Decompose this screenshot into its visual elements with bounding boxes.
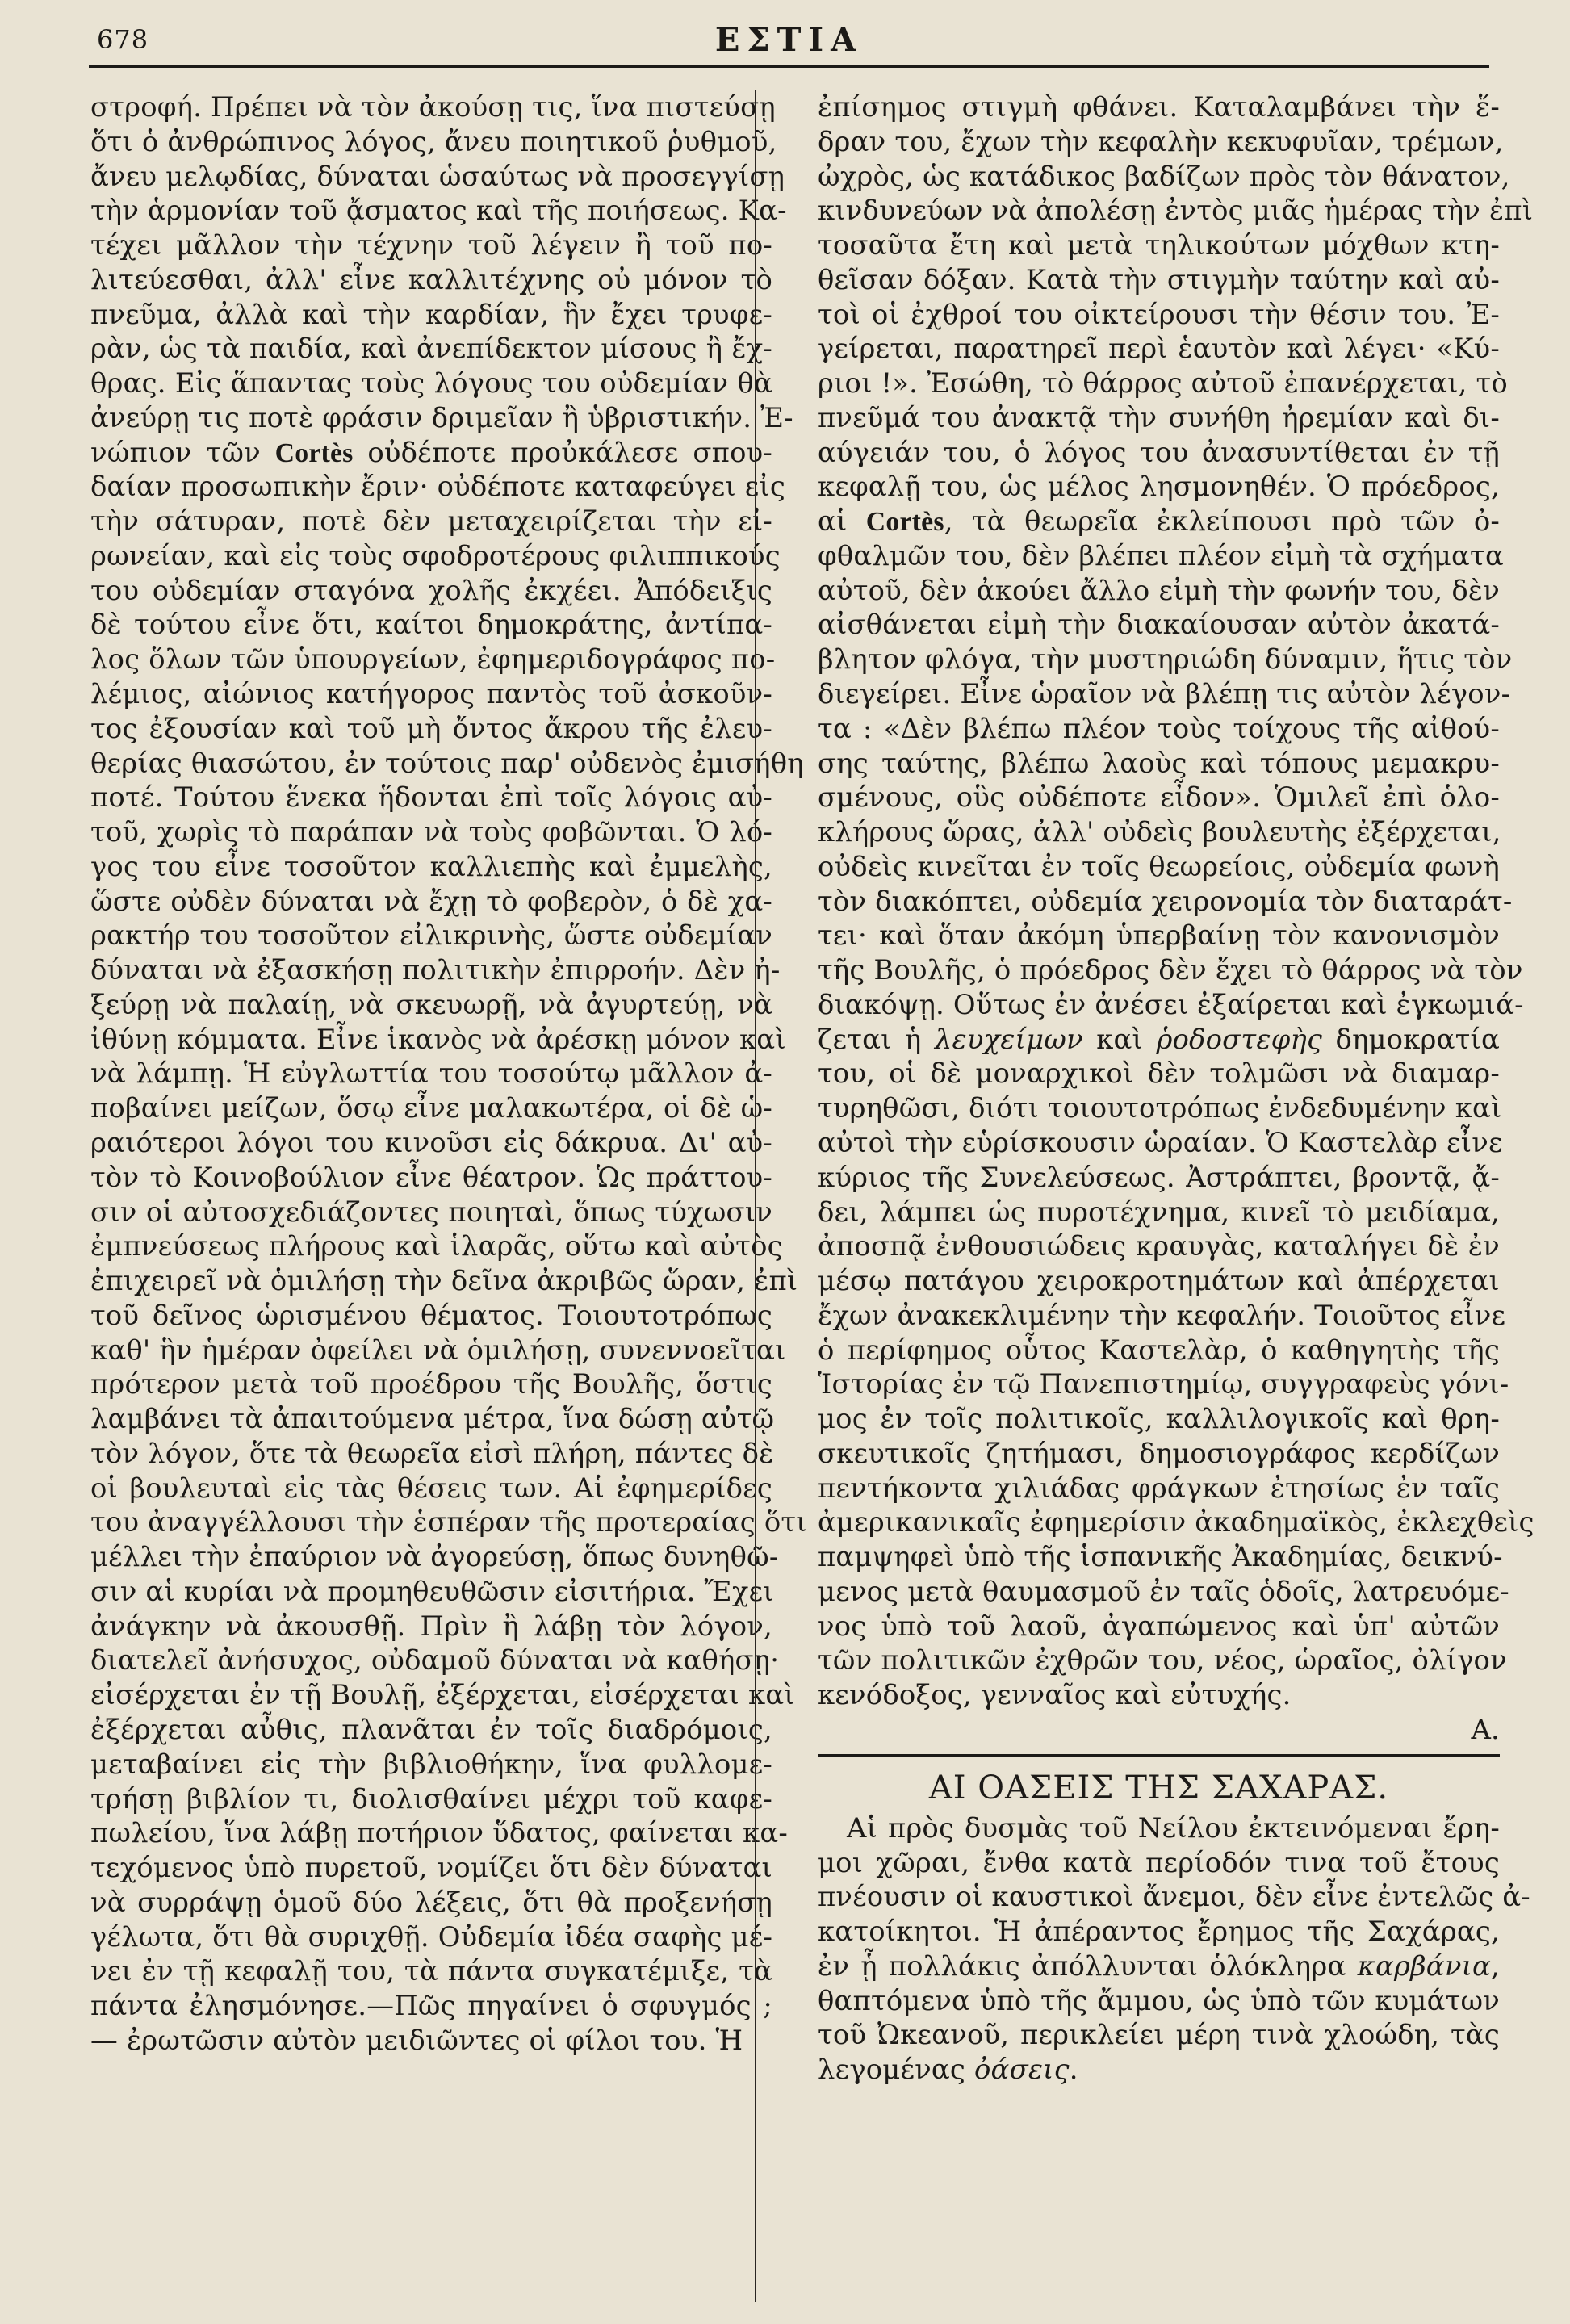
text-line: τὴν σάτυραν, ποτὲ δὲν μεταχειρίζεται τὴν εἰ- — [90, 505, 772, 538]
text-line: τὸν τὸ Κοινοβούλιον εἶνε θέατρον. Ὡς πράττου- — [90, 1161, 772, 1193]
text-line: μοι χῶραι, ἔνθα κατὰ περίοδόν τινα τοῦ ἔτους — [818, 1846, 1500, 1878]
text-line: ξεύρῃ νὰ παλαίῃ, νὰ σκευωρῇ, νὰ ἀγυρτεύῃ, νὰ — [90, 988, 772, 1020]
text-line: τρήσῃ βιβλίον τι, διολισθαίνει μέχρι τοῦ καφε- — [90, 1782, 772, 1815]
text-line: Ἱστορίας ἐν τῷ Πανεπιστημίῳ, συγγραφεὺς γόνι- — [818, 1368, 1509, 1401]
text-line: διεγείρει. Εἶνε ὡραῖον νὰ βλέπῃ τις αὐτὸν λέγον- — [818, 678, 1511, 710]
right-column — [818, 90, 1534, 2087]
text-line: δραν του, ἔχων τὴν κεφαλὴν κεκυφυῖαν, τρέμων, — [818, 125, 1504, 157]
text-line: ἔχων ἀνακεκλιμένην τὴν κεφαλήν. Τοιοῦτος εἶνε — [818, 1299, 1506, 1331]
text-line: τοῦ, χωρὶς τὸ παράπαν νὰ τοὺς φοβῶνται. Ὁ λό- — [90, 816, 772, 848]
text-line: ἐν ᾗ πολλάκις ἀπόλλυνται ὁλόκληρα καρβάνια, — [818, 1949, 1500, 1982]
text-line: ἐπίσημος στιγμὴ φθάνει. Καταλαμβάνει τὴν ἕ- — [818, 91, 1500, 123]
text-line: μος ἐν τοῖς πολιτικοῖς, καλλιλογικοῖς καὶ θρη- — [818, 1403, 1500, 1435]
text-line: λιτεύεσθαι, ἀλλ' εἶνε καλλιτέχνης οὐ μόνον τὸ — [90, 263, 772, 295]
text-line: τυρηθῶσι, διότι τοιουτοτρόπως ἐνδεδυμένην καὶ — [818, 1092, 1502, 1124]
text-line: διατελεῖ ἀνήσυχος, οὐδαμοῦ δύναται νὰ καθήσῃ· — [90, 1644, 780, 1677]
text-line: καθ' ἣν ἡμέραν ὀφείλει νὰ ὁμιλήσῃ, συνεννοεῖται — [90, 1334, 786, 1366]
text-line: κατοίκητοι. Ἡ ἀπέραντος ἔρημος τῆς Σαχάρας, — [818, 1916, 1500, 1948]
text-line: μεταβαίνει εἰς τὴν βιβλιοθήκην, ἵνα φυλλομε- — [90, 1748, 772, 1780]
column-divider — [755, 90, 756, 2302]
text-line: ρωνείαν, καὶ εἰς τοὺς σφοδροτέρους φιλιππικούς — [90, 539, 781, 572]
text-line: αἱ Cortès, τὰ θεωρεῖα ἐκλείπουσι πρὸ τῶν ὀ- — [818, 505, 1500, 538]
text-line: του οὐδεμίαν σταγόνα χολῆς ἐκχέει. Ἀπόδειξις — [90, 574, 772, 606]
text-line: στροφή. Πρέπει νὰ τὸν ἀκούσῃ τις, ἵνα πιστεύσῃ — [90, 91, 776, 123]
text-line: λαμβάνει τὰ ἀπαιτούμενα μέτρα, ἵνα δώσῃ αὐτῷ — [90, 1403, 775, 1435]
left-column — [90, 90, 807, 2058]
text-line: ἐξέρχεται αὖθις, πλανᾶται ἐν τοῖς διαδρόμοις, — [90, 1713, 772, 1745]
text-line: ἀποσπᾷ ἐνθουσιώδεις κραυγὰς, καταλήγει δὲ ἐν — [818, 1230, 1500, 1262]
text-line: ὁ περίφημος οὗτος Καστελὰρ, ὁ καθηγητὴς τῆς — [818, 1334, 1500, 1366]
page-header — [89, 21, 1489, 65]
text-line: του ἀναγγέλλουσι τὴν ἑσπέραν τῆς προτεραίας ὅτι — [90, 1506, 807, 1539]
text-line: δὲ τούτου εἶνε ὅτι, καίτοι δημοκράτης, ἀντίπα- — [90, 609, 772, 641]
text-line: βλητον φλόγα, τὴν μυστηριώδη δύναμιν, ἥτις τὸν — [818, 643, 1513, 676]
text-line: αύγειάν του, ὁ λόγος του ἀνασυντίθεται ἐν τῇ — [818, 436, 1500, 468]
text-line: δει, λάμπει ὡς πυροτέχνημα, κινεῖ τὸ μειδίαμα, — [818, 1195, 1500, 1228]
text-line: τῆς Βουλῆς, ὁ πρόεδρος δὲν ἔχει τὸ θάρρος νὰ τὸν — [818, 954, 1523, 986]
text-line: μέλλει τὴν ἐπαύριον νὰ ἀγορεύσῃ, ὅπως δυνηθῶ- — [90, 1541, 779, 1573]
page-number: 678 — [97, 24, 149, 55]
text-line: νος ὑπὸ τοῦ λαοῦ, ἀγαπώμενος καὶ ὑπ' αὐτῶν — [818, 1610, 1500, 1642]
text-line: ἐμπνεύσεως πλήρους καὶ ἱλαρᾶς, οὕτω καὶ αὐτὸς — [90, 1230, 783, 1262]
text-line: οὐδεὶς κινεῖται ἐν τοῖς θεωρείοις, οὐδεμία φωνὴ — [818, 850, 1500, 882]
text-line: ριοι !». Ἐσώθη, τὸ θάρρος αὐτοῦ ἐπανέρχεται, τὸ — [818, 367, 1508, 400]
text-line: κινδυνεύων νὰ ἀπολέσῃ ἐντὸς μιᾶς ἡμέρας τὴν ἐπὶ — [818, 195, 1534, 227]
text-line: φθαλμῶν του, δὲν βλέπει πλέον εἰμὴ τὰ σχήματα — [818, 539, 1504, 572]
text-line: τος ἐξουσίαν καὶ τοῦ μὴ ὄντος ἄκρου τῆς ἐλευ- — [90, 712, 772, 744]
text-line: μέσῳ πατάγου χειροκροτημάτων καὶ ἀπέρχεται — [818, 1265, 1500, 1297]
text-line: δαίαν προσωπικὴν ἔριν· οὐδέποτε καταφεύγει εἰς — [90, 471, 786, 503]
text-line: νὰ λάμπῃ. Ἡ εὐγλωττία του τοσούτῳ μᾶλλον ἀ- — [90, 1057, 772, 1090]
text-line: τεχόμενος ὑπὸ πυρετοῦ, νομίζει ὅτι δὲν δύναται — [90, 1852, 772, 1884]
text-line: νει ἐν τῇ κεφαλῇ του, τὰ πάντα συγκατέμιξε, τὰ — [90, 1955, 772, 1987]
text-line: αἰσθάνεται εἰμὴ τὴν διακαίουσαν αὐτὸν ἀκατά- — [818, 609, 1500, 641]
text-line: τῶν πολιτικῶν ἐχθρῶν του, νέος, ὡραῖος, ὀλίγον — [818, 1644, 1507, 1677]
text-line: Αἱ πρὸς δυσμὰς τοῦ Νείλου ἐκτεινόμεναι ἔρη- — [847, 1811, 1500, 1844]
text-line: ρακτήρ του τοσοῦτον εἰλικρινὴς, ὥστε οὐδεμίαν — [90, 919, 772, 952]
text-line: ὥστε οὐδὲν δύναται νὰ ἔχῃ τὸ φοβερὸν, ὁ δὲ χα- — [90, 885, 772, 917]
text-line: πωλείου, ἵνα λάβῃ ποτήριον ὕδατος, φαίνεται κα- — [90, 1817, 788, 1849]
text-line: κενόδοξος, γενναῖος καὶ εὐτυχής. — [818, 1679, 1292, 1711]
text-line: ἀνεύρῃ τις ποτὲ φράσιν δριμεῖαν ἢ ὑβριστικήν. Ἐ- — [90, 401, 793, 433]
latin-word: Cortès — [865, 507, 944, 538]
text-line: γείρεται, παρατηρεῖ περὶ ἑαυτὸν καὶ λέγει· «Κύ- — [818, 333, 1500, 365]
text-line: τέχει μᾶλλον τὴν τέχνην τοῦ λέγειν ἢ τοῦ πο- — [90, 229, 772, 262]
text-line: γέλωτα, ὅτι θὰ συριχθῇ. Οὐδεμία ἰδέα σαφὴς μέ- — [90, 1920, 773, 1953]
text-line: τοῦ Ὠκεανοῦ, περικλείει μέρη τινὰ χλοώδη, τὰς — [818, 2019, 1500, 2051]
text-line: θερίας θιασώτου, ἐν τούτοις παρ' οὐδενὸς ἐμισήθη — [90, 747, 804, 779]
text-line: εἰσέρχεται ἐν τῇ Βουλῇ, ἐξέρχεται, εἰσέρχεται καὶ — [90, 1679, 795, 1711]
text-line: τὴν ἁρμονίαν τοῦ ᾄσματος καὶ τῆς ποιήσεως. Κα- — [90, 195, 787, 227]
latin-word: Cortès — [274, 438, 354, 468]
text-line: — ἐρωτῶσιν αὐτὸν μειδιῶντες οἱ φίλοι του. Ἡ — [90, 2024, 743, 2056]
text-line: σης ταύτης, βλέπω λαοὺς καὶ τόπους μεμακρυ- — [818, 747, 1500, 779]
text-line: νώπιον τῶν Cortès οὐδέποτε προὐκάλεσε σπου- — [90, 436, 773, 468]
text-line: ποτέ. Τούτου ἕνεκα ἥδονται ἐπὶ τοῖς λόγοις αὐ- — [90, 781, 772, 814]
text-line: σιν αἱ κυρίαι νὰ προμηθευθῶσιν εἰσιτήρια. Ἔχει — [90, 1575, 774, 1607]
article-title: ΑΙ ΟΑΣΕΙΣ ΤΗΣ ΣΑΧΑΡΑΣ. — [928, 1769, 1389, 1807]
text-line: διακόψῃ. Οὕτως ἐν ἀνέσει ἐξαίρεται καὶ ἐγκωμιά- — [818, 988, 1524, 1020]
text-line: τοσαῦτα ἔτη καὶ μετὰ τηλικούτων μόχθων κτη- — [818, 229, 1500, 262]
text-line: πάντα ἐλησμόνησε.—Πῶς πηγαίνει ὁ σφυγμός ; — [90, 1990, 772, 2022]
text-line: παμψηφεὶ ὑπὸ τῆς ἱσπανικῆς Ἀκαδημίας, δεικνύ- — [818, 1541, 1503, 1573]
text-line: γος του εἶνε τοσοῦτον καλλιεπὴς καὶ ἐμμελὴς, — [90, 850, 772, 882]
text-line: θαπτόμενα ὑπὸ τῆς ἄμμου, ὡς ὑπὸ τῶν κυμάτων — [818, 1984, 1500, 2016]
author-signature: Α. — [1471, 1713, 1500, 1745]
text-line: λεγομένας ὀάσεις. — [818, 2054, 1078, 2086]
text-line: κλήρους ὥρας, ἀλλ' οὐδεὶς βουλευτὴς ἐξέρχεται, — [818, 816, 1501, 848]
italic-word: καρβάνια — [1357, 1949, 1492, 1982]
text-line: σμένους, οὓς οὐδέποτε εἶδον». Ὁμιλεῖ ἐπὶ ὁλο- — [818, 781, 1500, 814]
header-rule — [89, 65, 1489, 68]
text-line: πνεῦμά του ἀνακτᾷ τὴν συνήθη ἠρεμίαν καὶ δι- — [818, 401, 1500, 433]
text-line: τὸν διακόπτει, οὐδεμία χειρονομία τὸν διαταράτ- — [818, 885, 1513, 917]
text-line: σιν οἱ αὐτοσχεδιάζοντες ποιηταὶ, ὅπως τύχωσιν — [90, 1195, 772, 1228]
text-line: του, οἱ δὲ μοναρχικοὶ δὲν τολμῶσι νὰ διαμαρ- — [818, 1057, 1500, 1090]
text-line: ἀνάγκην νὰ ἀκουσθῇ. Πρὶν ἢ λάβῃ τὸν λόγον, — [90, 1610, 772, 1642]
text-line: θεῖσαν δόξαν. Κατὰ τὴν στιγμὴν ταύτην καὶ αὐ- — [818, 263, 1500, 295]
text-line: λος ὅλων τῶν ὑπουργείων, ἐφημεριδογράφος πο- — [90, 643, 776, 676]
text-line: πρότερον μετὰ τοῦ προέδρου τῆς Βουλῆς, ὅστις — [90, 1368, 772, 1401]
text-line: ἀμερικανικαῖς ἐφημερίσιν ἀκαδημαϊκὸς, ἐκλεχθεὶς — [818, 1506, 1534, 1539]
text-line: λέμιος, αἰώνιος κατήγορος παντὸς τοῦ ἀσκοῦν- — [90, 678, 772, 710]
text-line: ζεται ἡ λευχείμων καὶ ῥοδοστεφὴς δημοκρατία — [818, 1023, 1501, 1055]
text-line: τοὶ οἱ ἐχθροί του οἰκτείρουσι τὴν θέσιν του. Ἐ- — [818, 298, 1500, 330]
text-line: πνεῦμα, ἀλλὰ καὶ τὴν καρδίαν, ἣν ἔχει τρυφε- — [90, 298, 772, 330]
text-line: ἐπιχειρεῖ νὰ ὁμιλήσῃ τὴν δεῖνα ἀκριβῶς ὥραν, ἐπὶ — [90, 1265, 798, 1297]
text-line: κεφαλῇ του, ὡς μέλος λησμονηθέν. Ὁ πρόεδρος, — [818, 471, 1500, 503]
text-line: ὠχρὸς, ὡς κατάδικος βαδίζων πρὸς τὸν θάνατον, — [818, 160, 1510, 192]
text-line: σκευτικοῖς ζητήμασι, δημοσιογράφος κερδίζων — [818, 1437, 1500, 1469]
text-line: δύναται νὰ ἐξασκήσῃ πολιτικὴν ἐπιρροήν. Δὲν ἠ- — [90, 954, 781, 986]
text-line: ραιότεροι λόγοι του κινοῦσι εἰς δάκρυα. Δι' αὐ- — [90, 1126, 772, 1158]
text-line: πεντήκοντα χιλιάδας φράγκων ἐτησίως ἐν ταῖς — [818, 1472, 1500, 1504]
text-line: ρὰν, ὡς τὰ παιδία, καὶ ἀνεπίδεκτον μίσους ἢ ἔχ- — [90, 333, 772, 365]
text-line: τὸν λόγον, ὅτε τὰ θεωρεῖα εἰσὶ πλήρη, πάντες δὲ — [90, 1437, 774, 1469]
text-line: κύριος τῆς Συνελεύσεως. Ἀστράπτει, βροντᾷ, ᾄ- — [818, 1161, 1500, 1193]
text-line: αὐτοὶ τὴν εὑρίσκουσιν ὡραίαν. Ὁ Καστελὰρ εἶνε — [818, 1126, 1503, 1158]
text-line: ἰθύνῃ κόμματα. Εἶνε ἱκανὸς νὰ ἀρέσκῃ μόνον καὶ — [90, 1023, 786, 1055]
text-line: μενος μετὰ θαυμασμοῦ ἐν ταῖς ὁδοῖς, λατρευόμε- — [818, 1575, 1509, 1607]
italic-word: ὀάσεις — [974, 2054, 1070, 2086]
text-line: αὐτοῦ, δὲν ἀκούει ἄλλο εἰμὴ τὴν φωνήν του, δὲν — [818, 574, 1500, 606]
text-line: ἄνευ μελῳδίας, δύναται ὡσαύτως νὰ προσεγγίσῃ — [90, 160, 785, 192]
text-line: οἱ βουλευταὶ εἰς τὰς θέσεις των. Αἱ ἐφημερίδες — [90, 1472, 772, 1504]
text-line: ὅτι ὁ ἀνθρώπινος λόγος, ἄνευ ποιητικοῦ ῥυθμοῦ, — [90, 125, 777, 157]
text-line: νὰ συρράψῃ ὁμοῦ δύο λέξεις, ὅτι θὰ προξενήσῃ — [90, 1886, 772, 1918]
text-line: τει· καὶ ὅταν ἀκόμη ὑπερβαίνῃ τὸν κανονισμὸν — [818, 919, 1500, 952]
text-line: ποβαίνει μείζων, ὅσῳ εἶνε μαλακωτέρα, οἱ δὲ ὡ- — [90, 1092, 772, 1124]
text-line: τα : «Δὲν βλέπω πλέον τοὺς τοίχους τῆς αἰθού- — [818, 712, 1500, 744]
text-line: τοῦ δεῖνος ὡρισμένου θέματος. Τοιουτοτρόπως — [90, 1299, 772, 1331]
journal-title: ΕΣΤΙΑ — [714, 21, 864, 59]
text-line: θρας. Εἰς ἅπαντας τοὺς λόγους του οὐδεμίαν θὰ — [90, 367, 772, 400]
italic-word: λευχείμων — [934, 1023, 1083, 1055]
text-line: πνέουσιν οἱ καυστικοὶ ἄνεμοι, δὲν εἶνε ἐντελῶς ἀ- — [818, 1881, 1530, 1913]
article-separator — [818, 1754, 1500, 1757]
italic-word: ῥοδοστεφὴς — [1156, 1023, 1323, 1055]
